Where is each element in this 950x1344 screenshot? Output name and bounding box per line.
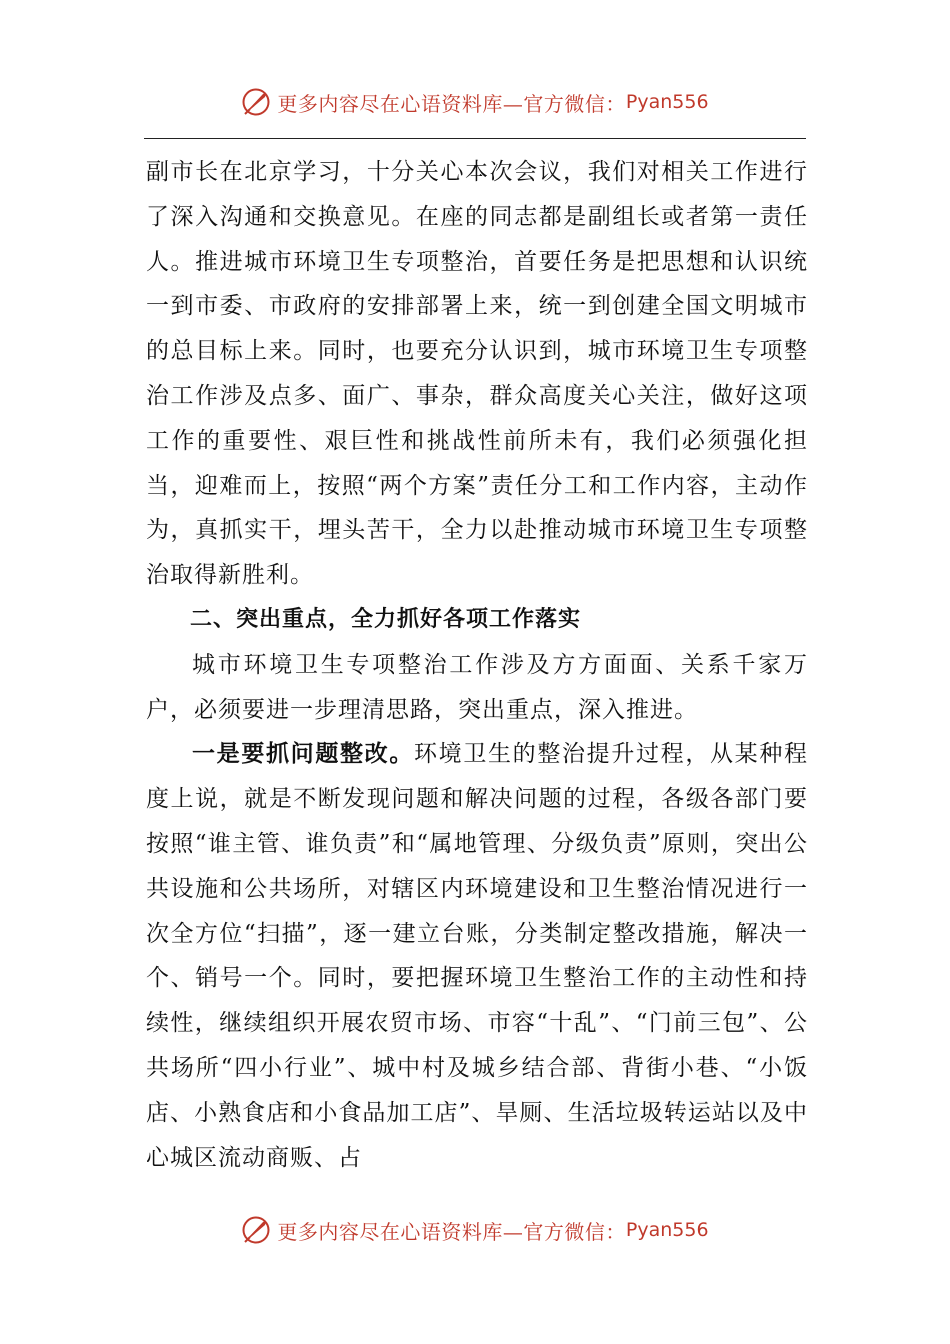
paragraph-3 <box>146 732 808 1180</box>
quill-logo-icon <box>241 1215 271 1245</box>
footer-banner-text: 更多内容尽在心语资料库—官方微信： <box>277 1219 626 1244</box>
section-heading-2: 二、突出重点，全力抓好各项工作落实 <box>190 606 582 632</box>
quill-logo-icon <box>241 87 271 117</box>
document-body <box>146 150 808 1180</box>
header-banner <box>0 82 950 122</box>
paragraph-1: 副市长在北京学习，十分关心本次会议，我们对相关工作进行了深入沟通和交换意见。在座的同志都是副组长或者第一责任人。推进城市环境卫生专项整治，首要任务是把思想和认识统一到市委、市政府的安排部署上来，统一到创建全国文明城市的总目标上来。同时，也要充分认识到，城市环境卫生专项整治工作涉及点多、面广、事杂，群众高度关心关注，做好这项工作的重要性、艰巨性和挑战性前所未有，我们必须强化担当，迎难而上，按照“两个方案”责任分工和工作内容，主动作为，真抓实干，埋头苦干，全力以赴推动城市环境卫生专项整治取得新胜利。 <box>146 159 808 589</box>
header-wechat-id: Pyan556 <box>625 91 709 113</box>
header-divider <box>144 138 806 139</box>
footer-wechat-id: Pyan556 <box>625 1219 709 1241</box>
paragraph-3-text: 环境卫生的整治提升过程，从某种程度上说，就是不断发现问题和解决问题的过程，各级各部门要按照“谁主管、谁负责”和“属地管理、分级负责”原则，突出公共设施和公共场所，对辖区内环境建设和卫生整治情况进行一次全方位“扫描”，逐一建立台账，分类制定整改措施，解决一个、销号一个。同时，要把握环境卫生整治工作的主动性和持续性，继续组织开展农贸市场、市容“十乱”、“门前三包”、公共场所“四小行业”、城中村及城乡结合部、背街小巷、“小饭店、小熟食店和小食品加工店”、旱厕、生活垃圾转运站以及中心城区流动商贩、占 <box>146 741 809 1171</box>
header-banner-text: 更多内容尽在心语资料库—官方微信： <box>277 91 626 116</box>
paragraph-3-lead: 一是要抓问题整改。 <box>192 740 414 768</box>
footer-banner <box>0 1210 950 1250</box>
paragraph-2: 城市环境卫生专项整治工作涉及方方面面、关系千家万户，必须要进一步理清思路，突出重点，深入推进。 <box>146 651 808 723</box>
